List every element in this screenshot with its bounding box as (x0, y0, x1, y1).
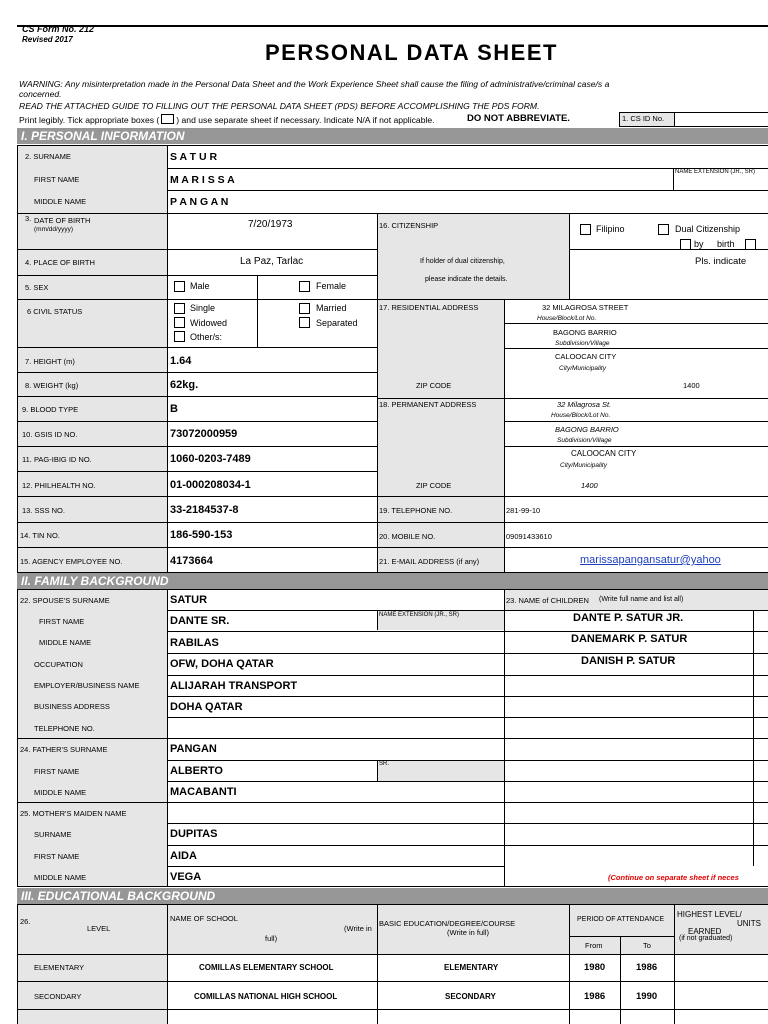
highest-note-header: (if not graduated) (679, 935, 733, 942)
surname-label: 2. SURNAME (25, 152, 71, 161)
perm-street-value[interactable]: 32 Milagrosa St. (557, 400, 612, 409)
spouse-middle-value[interactable]: RABILAS (170, 637, 219, 649)
civil-widowed-label: Widowed (190, 318, 228, 328)
from-header: From (585, 941, 603, 950)
citizenship-by-birth-checkbox[interactable] (680, 239, 691, 250)
height-label: 7. HEIGHT (m) (25, 357, 75, 366)
citizenship-birth-label: birth (717, 239, 735, 249)
citizenship-filipino-label: Filipino (596, 224, 625, 234)
dob-value[interactable]: 7/20/1973 (248, 219, 293, 230)
mother-first-label: FIRST NAME (34, 852, 80, 861)
civil-single-checkbox[interactable] (174, 303, 185, 314)
res-city-caption: City/Municipality (559, 365, 606, 372)
page-title: PERSONAL DATA SHEET (265, 40, 558, 65)
father-surname-label: 24. FATHER'S SURNAME (20, 745, 108, 754)
father-first-value[interactable]: ALBERTO (170, 765, 223, 777)
father-ext-bg (377, 760, 504, 781)
father-middle-label: MIDDLE NAME (34, 788, 87, 797)
cs-id-label: 1. CS ID No. (622, 114, 665, 123)
telephone-value[interactable]: 281-99-10 (506, 506, 541, 515)
res-subdivision-caption: Subdivision/Village (555, 340, 610, 347)
civil-separated-checkbox[interactable] (299, 317, 310, 328)
res-street-caption: House/Block/Lot No. (537, 315, 597, 322)
pob-value[interactable]: La Paz, Tarlac (240, 256, 304, 267)
pagibig-label: 11. PAG-IBIG ID NO. (22, 455, 92, 464)
dob-label: DATE OF BIRTH (34, 216, 91, 225)
sex-male-label: Male (190, 281, 210, 291)
edu-school-elementary[interactable]: COMILLAS ELEMENTARY SCHOOL (199, 963, 334, 972)
edu-from-elementary[interactable]: 1980 (584, 962, 606, 973)
spouse-ext-label: NAME EXTENSION (JR., SR) (379, 612, 460, 618)
citizenship-dual-label: Dual Citizenship (675, 224, 741, 234)
res-street-value[interactable]: 32 MILAGROSA STREET (542, 303, 629, 312)
citizenship-label: 16. CITIZENSHIP (379, 221, 439, 230)
business-address-value[interactable]: DOHA QATAR (170, 701, 243, 713)
height-value[interactable]: 1.64 (170, 355, 192, 367)
edu-to-secondary[interactable]: 1990 (636, 991, 658, 1002)
citizenship-filipino-checkbox[interactable] (580, 224, 591, 235)
occupation-label: OCCUPATION (34, 660, 83, 669)
father-ext-value[interactable]: SR. (379, 761, 390, 767)
blood-type-value[interactable]: B (170, 403, 178, 415)
school-header: NAME OF SCHOOL (170, 914, 238, 923)
highest-earned-header: EARNED (688, 927, 722, 936)
tin-value[interactable]: 186-590-153 (170, 529, 233, 541)
citizenship-note-2: please indicate the details. (425, 276, 508, 283)
name-extension-label: NAME EXTENSION (JR., SR) (675, 169, 756, 175)
spouse-surname-label: 22. SPOUSE'S SURNAME (20, 596, 110, 605)
civil-other-checkbox[interactable] (174, 331, 185, 342)
middle-name-value[interactable]: P A N G A N (170, 196, 229, 208)
citizenship-pls-indicate: Pls. indicate (695, 256, 747, 267)
school-header-full: full) (265, 934, 278, 943)
gsis-value[interactable]: 73072000959 (170, 428, 238, 440)
child-3-value[interactable]: DANISH P. SATUR (581, 655, 676, 667)
permanent-address-label: 18. PERMANENT ADDRESS (379, 400, 477, 409)
pagibig-value[interactable]: 1060-0203-7489 (170, 453, 251, 465)
agency-no-value[interactable]: 4173664 (170, 555, 213, 567)
father-surname-value[interactable]: PANGAN (170, 743, 217, 755)
spouse-first-value[interactable]: DANTE SR. (170, 615, 230, 627)
period-header: PERIOD OF ATTENDANCE (577, 916, 664, 923)
to-header: To (643, 941, 651, 950)
form-number: CS Form No. 212 (22, 24, 95, 34)
edu-course-elementary[interactable]: ELEMENTARY (444, 963, 499, 972)
sss-value[interactable]: 33-2184537-8 (170, 504, 239, 516)
education-header-bg (17, 904, 768, 954)
civil-widowed-checkbox[interactable] (174, 317, 185, 328)
mother-middle-label: MIDDLE NAME (34, 873, 87, 882)
civil-other-label: Other/s: (190, 332, 223, 342)
civil-married-checkbox[interactable] (299, 303, 310, 314)
email-label: 21. E-MAIL ADDRESS (if any) (379, 557, 480, 566)
civil-single-label: Single (190, 303, 216, 313)
sss-label: 13. SSS NO. (22, 506, 65, 515)
child-1-value[interactable]: DANTE P. SATUR JR. (573, 612, 684, 624)
tin-label: 14. TIN NO. (20, 531, 60, 540)
philhealth-label: 12. PHILHEALTH NO. (22, 481, 96, 490)
perm-city-caption: City/Municipality (560, 462, 607, 469)
no-abbreviate-text: DO NOT ABBREVIATE. (467, 113, 570, 124)
spouse-middle-label: MIDDLE NAME (39, 638, 92, 647)
middle-name-label: MIDDLE NAME (34, 197, 87, 206)
employer-value[interactable]: ALIJARAH TRANSPORT (170, 680, 298, 692)
perm-zip-label: ZIP CODE (416, 481, 452, 490)
section-personal-header (17, 128, 768, 144)
continue-note: (Continue on separate sheet if neces (608, 873, 739, 882)
spouse-surname-value[interactable]: SATUR (170, 594, 208, 606)
civil-married-label: Married (316, 303, 347, 313)
edu-level-elementary: ELEMENTARY (34, 963, 85, 972)
warning-text-cont: concerned. (19, 89, 62, 99)
res-subdivision-value[interactable]: BAGONG BARRIO (553, 328, 617, 337)
dob-number: 3. (25, 214, 32, 223)
school-header-write: (Write in (344, 924, 372, 933)
business-address-label: BUSINESS ADDRESS (34, 702, 110, 711)
philhealth-value[interactable]: 01-000208034-1 (170, 479, 251, 491)
employer-label: EMPLOYER/BUSINESS NAME (34, 681, 140, 690)
warning-text: WARNING: Any misinterpretation made in the Personal Data Sheet and the Work Experience Sheet shall cause the filing of administrative/criminal case/s a (19, 79, 610, 89)
sex-female-checkbox[interactable] (299, 281, 310, 292)
edu-school-secondary[interactable]: COMILLAS NATIONAL HIGH SCHOOL (194, 992, 338, 1001)
level-header: LEVEL (87, 924, 111, 933)
sex-male-checkbox[interactable] (174, 281, 185, 292)
first-name-value[interactable]: M A R I S S A (170, 174, 235, 186)
weight-value[interactable]: 62kg. (170, 379, 199, 391)
first-name-label: FIRST NAME (34, 175, 80, 184)
occupation-value[interactable]: OFW, DOHA QATAR (170, 658, 274, 670)
gsis-label: 10. GSIS ID NO. (22, 430, 78, 439)
perm-street-caption: House/Block/Lot No. (551, 412, 611, 419)
edu-level-secondary: SECONDARY (34, 992, 82, 1001)
sex-label: 5. SEX (25, 283, 49, 292)
res-city-value[interactable]: CALOOCAN CITY (555, 352, 617, 361)
dob-format: (mm/dd/yyyy) (34, 226, 73, 233)
mobile-value[interactable]: 09091433610 (506, 532, 552, 541)
citizenship-note-1: If holder of dual citizenship, (420, 258, 505, 265)
child-2-value[interactable]: DANEMARK P. SATUR (571, 633, 688, 645)
spouse-first-label: FIRST NAME (39, 617, 85, 626)
father-middle-value[interactable]: MACABANTI (170, 786, 237, 798)
perm-subdivision-value[interactable]: BAGONG BARRIO (555, 425, 619, 434)
mother-surname-value[interactable]: DUPITAS (170, 828, 218, 840)
cs-id-field[interactable] (674, 112, 768, 127)
guide-text: READ THE ATTACHED GUIDE TO FILLING OUT THE PERSONAL DATA SHEET (PDS) BEFORE ACCOMPLISHING THE PDS FORM. (19, 101, 540, 111)
education-number: 26. (20, 917, 31, 926)
perm-subdivision-caption: Subdivision/Village (557, 437, 612, 444)
weight-label: 8. WEIGHT (kg) (25, 381, 79, 390)
res-zip-value[interactable]: 1400 (683, 381, 700, 390)
telephone-label: 19. TELEPHONE NO. (379, 506, 453, 515)
perm-city-value[interactable]: CALOOCAN CITY (571, 449, 637, 458)
highest-level-header: HIGHEST LEVEL/ (677, 910, 742, 919)
print-instruction-b: ) and use separate sheet if necessary. Indicate N/A if not applicable. (176, 115, 435, 125)
mother-first-value[interactable]: AIDA (170, 850, 197, 862)
section-education-title: III. EDUCATIONAL BACKGROUND (21, 889, 216, 903)
print-instruction-a: Print legibly. Tick appropriate boxes ( (19, 115, 160, 125)
res-zip-label: ZIP CODE (416, 381, 452, 390)
tick-box-sample-icon (161, 114, 174, 124)
section-family-header (17, 573, 768, 589)
pob-label: 4. PLACE OF BIRTH (25, 258, 95, 267)
citizenship-by-label: by (694, 239, 704, 249)
course-header-write: (Write in full) (447, 928, 489, 937)
highest-units-header: UNITS (737, 919, 761, 928)
section-education-header (17, 888, 768, 904)
mother-surname-label: SURNAME (34, 830, 72, 839)
form-revised: Revised 2017 (22, 35, 73, 44)
edu-to-elementary[interactable]: 1986 (636, 962, 658, 973)
civil-separated-label: Separated (316, 318, 358, 328)
perm-zip-value[interactable]: 1400 (581, 481, 598, 490)
print-instruction (19, 113, 435, 125)
edu-course-secondary[interactable]: SECONDARY (445, 992, 496, 1001)
mother-maiden-label: 25. MOTHER'S MAIDEN NAME (20, 809, 127, 818)
course-header: BASIC EDUCATION/DEGREE/COURSE (379, 919, 516, 928)
sex-female-label: Female (316, 281, 347, 291)
spouse-telephone-label: TELEPHONE NO. (34, 724, 95, 733)
surname-value[interactable]: S A T U R (170, 151, 218, 163)
mobile-label: 20. MOBILE NO. (379, 532, 436, 541)
mother-middle-value[interactable]: VEGA (170, 871, 202, 883)
agency-no-label: 15. AGENCY EMPLOYEE NO. (20, 557, 123, 566)
section-family-title: II. FAMILY BACKGROUND (21, 574, 169, 588)
residential-address-label: 17. RESIDENTIAL ADDRESS (379, 303, 479, 312)
edu-from-secondary[interactable]: 1986 (584, 991, 606, 1002)
section-personal-title: I. PERSONAL INFORMATION (21, 129, 185, 143)
email-value[interactable]: marissapangansatur@yahoo (580, 554, 721, 566)
civil-status-label: 6 CIVIL STATUS (27, 307, 83, 316)
blood-type-label: 9. BLOOD TYPE (22, 405, 79, 414)
citizenship-dual-checkbox[interactable] (658, 224, 669, 235)
father-first-label: FIRST NAME (34, 767, 80, 776)
children-instruction: (Write full name and list all) (599, 596, 684, 603)
citizenship-naturalization-checkbox[interactable] (745, 239, 756, 250)
children-label: 23. NAME of CHILDREN (506, 596, 589, 605)
